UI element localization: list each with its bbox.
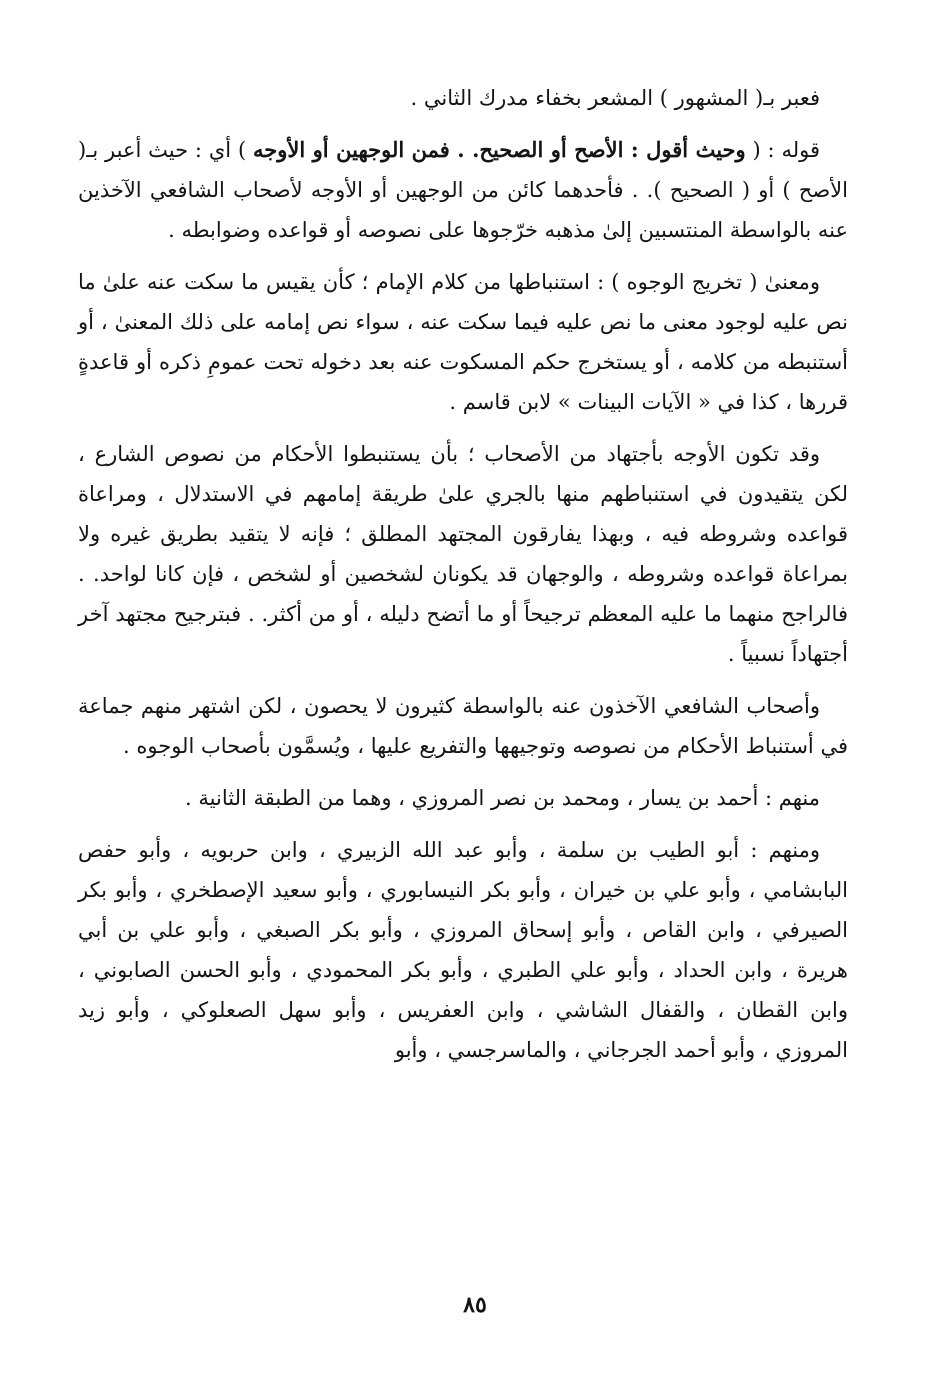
paragraph: [78, 78, 848, 118]
text-segment: قوله : (: [745, 138, 820, 162]
bold-text: وحيث أقول : الأصح أو الصحيح. . فمن الوجهين أو الأوجه: [253, 137, 746, 162]
page-body: [78, 78, 848, 1082]
paragraph: [78, 686, 848, 766]
paragraph: [78, 130, 848, 250]
text-segment: وقد تكون الأوجه بأجتهاد من الأصحاب ؛ بأن يستنبطوا الأحكام من نصوص الشارع ، لكن يتقيدون في استنباطهم منها بالجري علىٰ طريقة إمامهم في الاستدلال ، ومراعاة قواعده وشروطه فيه ، وبهذا يفارقون المجتهد المطلق ؛ فإنه لا يتقيد بطريق غيره ولا بمراعاة قواعده وشروطه ، والوجهان قد يكونان لشخصين أو لشخص ، فإن كانا لواحد. . فالراجح منهما ما عليه المعظم ترجيحاً أو ما أتضح دليله ، أو من أكثر. . فبترجيح مجتهد آخر أجتهاداً نسبياً .: [78, 442, 848, 666]
text-segment: ومنهم : أبو الطيب بن سلمة ، وأبو عبد الله الزبيري ، وابن حربويه ، وأبو حفص البابشامي ، وأبو علي بن خيران ، وأبو بكر النيسابوري ، وأبو سعيد الإصطخري ، وأبو بكر الصيرفي ، وابن القاص ، وأبو إسحاق المروزي ، وأبو بكر الصبغي ، وأبو علي بن أبي هريرة ، وابن الحداد ، وأبو علي الطبري ، وأبو بكر المحمودي ، وأبو الحسن الصابوني ، وابن القطان ، والقفال الشاشي ، وابن العفريس ، وأبو سهل الصعلوكي ، وأبو زيد المروزي ، وأبو أحمد الجرجاني ، والماسرجسي ، وأبو: [78, 838, 848, 1062]
page-number: ٨٥: [463, 1292, 487, 1318]
text-segment: منهم : أحمد بن يسار ، ومحمد بن نصر المروزي ، وهما من الطبقة الثانية .: [185, 786, 820, 810]
text-segment: ومعنىٰ ( تخريج الوجوه ) : استنباطها من كلام الإمام ؛ كأن يقيس ما سكت عنه علىٰ ما نص عليه لوجود معنى ما نص عليه فيما سكت عنه ، سواء نص إمامه على ذلك المعنىٰ ، أو أستنبطه من كلامه ، أو يستخرج حكم المسكوت عنه بعد دخوله تحت عمومِ ذكره أو قاعدةٍ قررها ، كذا في « الآيات البينات » لابن قاسم .: [78, 270, 848, 414]
paragraph: [78, 262, 848, 422]
text-segment: ) أي : حيث أعبر بـ( الأصح ) أو ( الصحيح ). . فأحدهما كائن من الوجهين أو الأوجه لأصحاب الشافعي الآخذين عنه بالواسطة المنتسبين إلىٰ مذهبه خرّجوها على نصوصه أو قواعده وضوابطه .: [78, 138, 848, 242]
text-segment: فعبر بـ( المشهور ) المشعر بخفاء مدرك الثاني .: [410, 86, 820, 110]
paragraph: [78, 830, 848, 1070]
paragraph: [78, 434, 848, 674]
paragraph: [78, 778, 848, 818]
text-segment: وأصحاب الشافعي الآخذون عنه بالواسطة كثيرون لا يحصون ، لكن اشتهر منهم جماعة في أستنباط الأحكام من نصوصه وتوجيهها والتفريع عليها ، ويُسمَّون بأصحاب الوجوه .: [78, 694, 848, 758]
